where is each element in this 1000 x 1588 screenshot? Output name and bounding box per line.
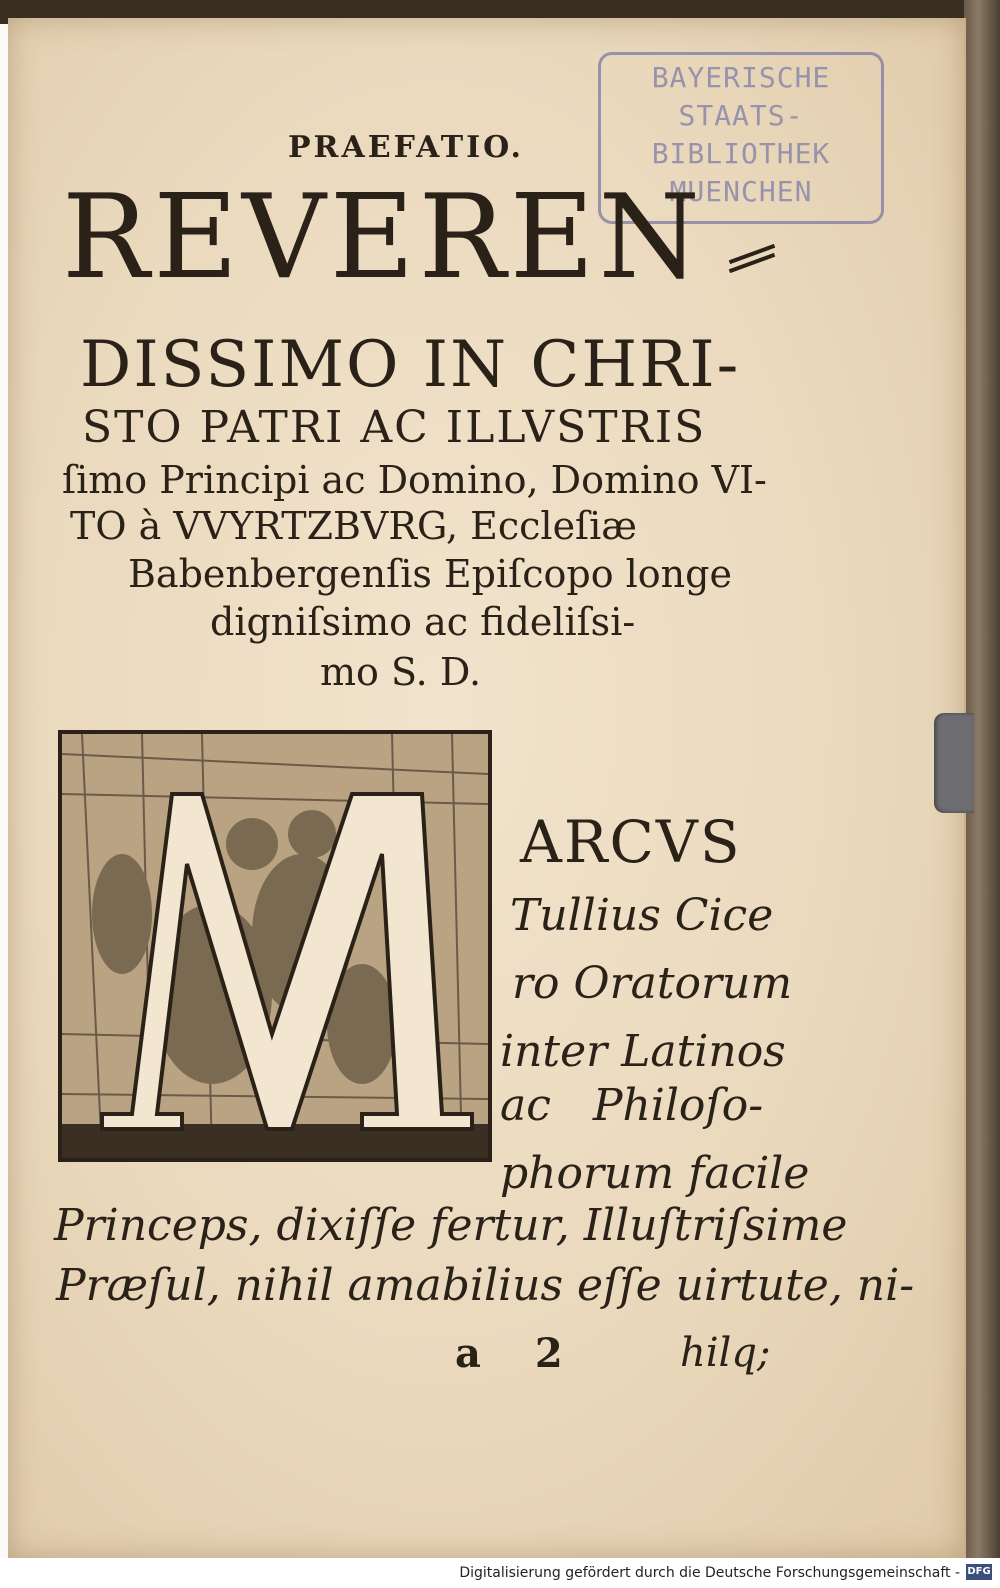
body-line: ac Philoſo- — [500, 1080, 764, 1131]
dedication-line: DISSIMO IN CHRI- — [80, 328, 741, 402]
decorated-initial-m-icon — [58, 730, 492, 1162]
body-line: phorum facile — [500, 1148, 810, 1199]
section-heading: PRAEFATIO. — [288, 130, 524, 165]
body-line: Tullius Cice — [510, 890, 774, 941]
dfg-logo-icon[interactable]: DFG — [966, 1564, 992, 1580]
page-title: REVEREN — [62, 170, 704, 305]
body-line: ARCVS — [520, 808, 742, 876]
stamp-line: BIBLIOTHEK — [651, 137, 831, 170]
dedication-line: TO à VVYRTZBVRG, Eccleſiæ — [70, 504, 637, 548]
dedication-line: ſimo Principi ac Domino, Domino VI- — [62, 458, 767, 502]
dedication-line: digniſsimo ac fideliſsi- — [210, 600, 636, 644]
dedication-line: Babenbergenſis Epiſcopo longe — [128, 552, 732, 596]
body-line: Princeps, dixiſſe fertur, Illuſtriſsime — [54, 1200, 848, 1251]
clasp-icon — [934, 713, 974, 813]
double-hyphen-icon — [728, 252, 776, 268]
credit-text: Digitalisierung gefördert durch die Deutsche Forschungsgemeinschaft - — [459, 1565, 960, 1581]
body-line: inter Latinos — [500, 1026, 786, 1077]
body-line: Præſul, nihil amabilius eſſe uirtute, ni- — [56, 1260, 915, 1311]
credit-bar — [0, 1558, 1000, 1588]
dedication-line: STO PATRI AC ILLVSTRIS — [82, 402, 707, 453]
body-line: ro Oratorum — [512, 958, 793, 1009]
stamp-line: BAYERISCHE — [651, 61, 831, 94]
dedication-line: mo S. D. — [320, 650, 482, 694]
catchword: hilq; — [680, 1330, 771, 1376]
stamp-line: STAATS- — [678, 99, 804, 132]
signature-mark: a 2 — [455, 1330, 583, 1377]
stamp-line: MUENCHEN — [669, 175, 813, 208]
